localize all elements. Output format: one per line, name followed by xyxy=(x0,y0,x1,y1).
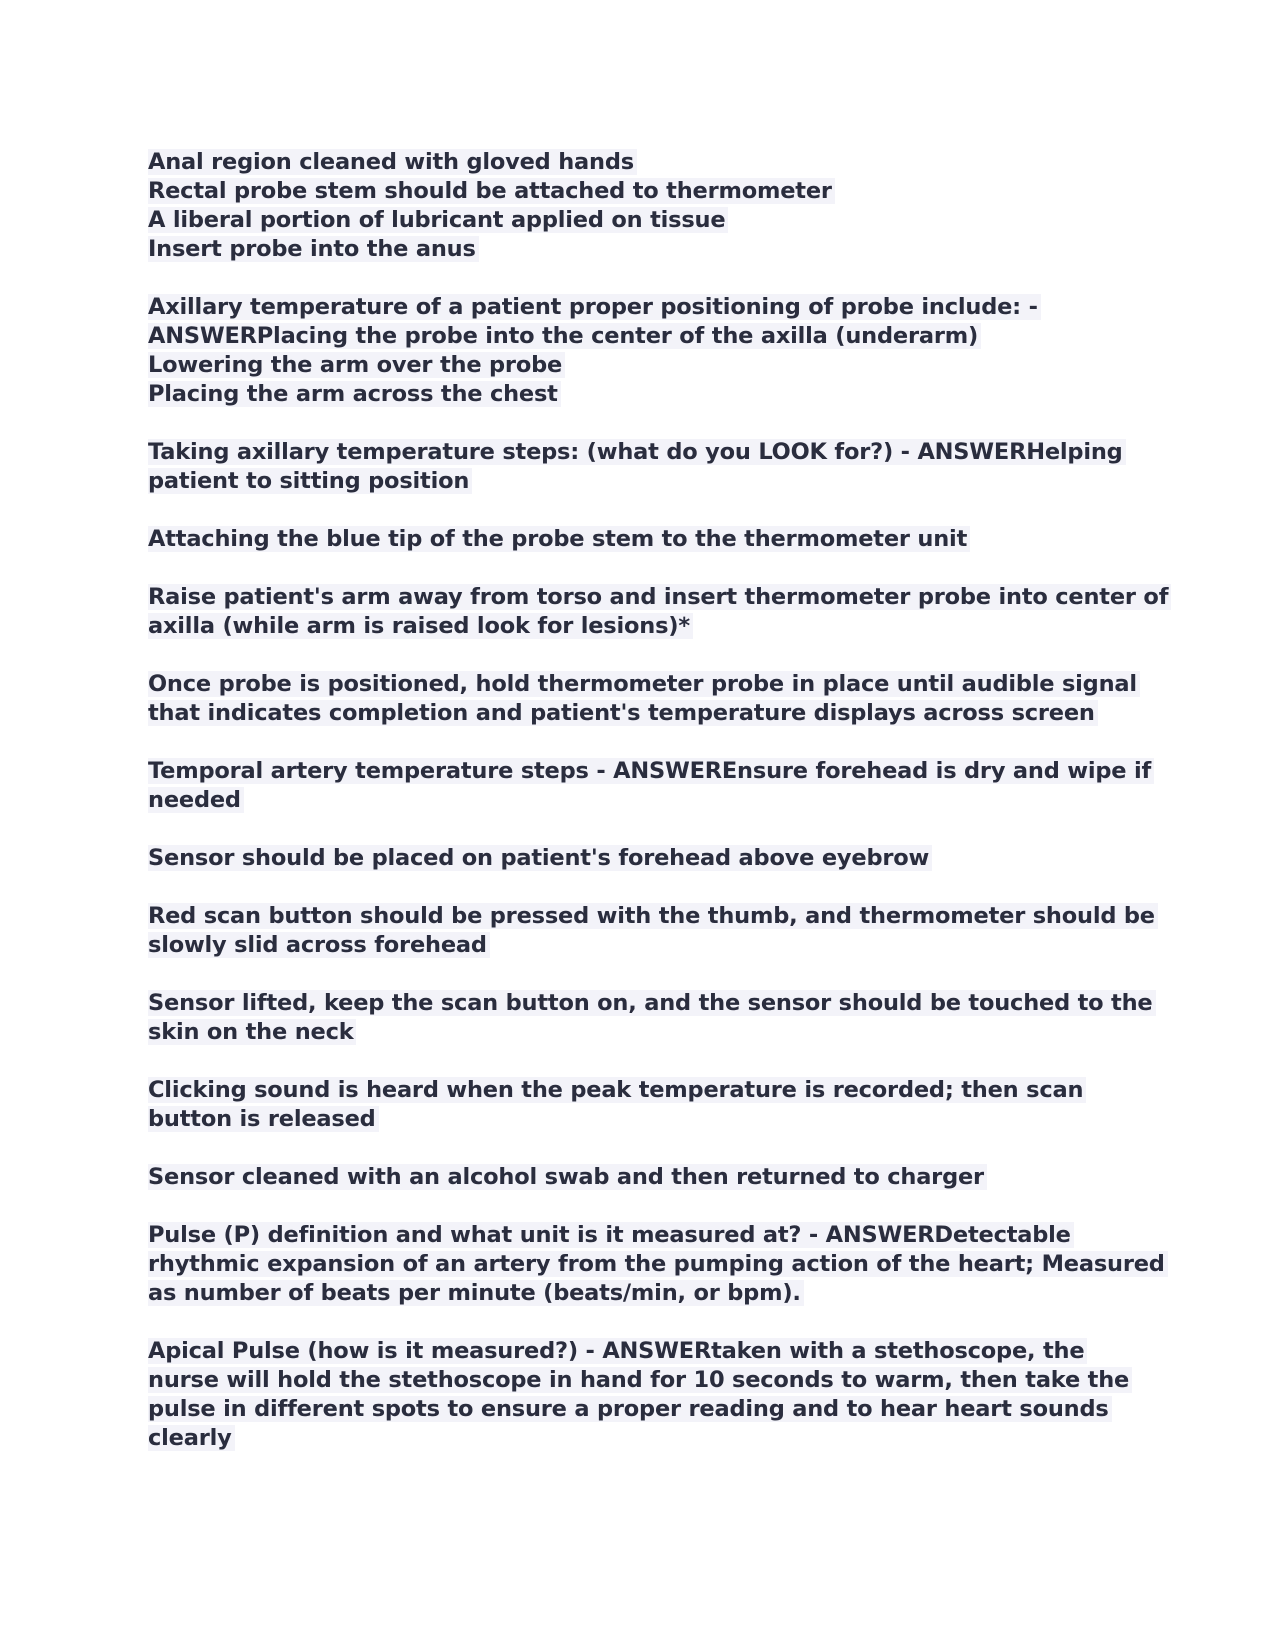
text-line: as number of beats per minute (beats/min, or bpm). xyxy=(148,1279,1138,1308)
text-line: ANSWERPlacing the probe into the center of the axilla (underarm) xyxy=(148,322,1138,351)
text-line: Sensor cleaned with an alcohol swab and then returned to charger xyxy=(148,1163,1138,1192)
text-line: Attaching the blue tip of the probe stem to the thermometer unit xyxy=(148,525,1138,554)
document-page xyxy=(148,148,1169,1482)
block-apical-pulse xyxy=(148,1337,1138,1453)
text-line: that indicates completion and patient's temperature displays across screen xyxy=(148,699,1138,728)
text-line: Insert probe into the anus xyxy=(148,235,1138,264)
text-line: Once probe is positioned, hold thermometer probe in place until audible signal xyxy=(148,670,1138,699)
block-temporal-steps xyxy=(148,757,1152,815)
text-line: Rectal probe stem should be attached to thermometer xyxy=(148,177,1138,206)
text-line: patient to sitting position xyxy=(148,467,1138,496)
text-line: Temporal artery temperature steps - ANSWEREnsure forehead is dry and wipe if xyxy=(148,757,1138,786)
text-line: Sensor lifted, keep the scan button on, and the sensor should be touched to the xyxy=(148,989,1138,1018)
block-attach-probe xyxy=(148,525,1138,554)
block-raise-arm xyxy=(148,583,1169,641)
block-clicking-sound xyxy=(148,1076,1138,1134)
text-line: needed xyxy=(148,786,1138,815)
text-line: nurse will hold the stethoscope in hand for 10 seconds to warm, then take the xyxy=(148,1366,1138,1395)
block-axillary-positioning xyxy=(148,293,1138,409)
text-line: Sensor should be placed on patient's forehead above eyebrow xyxy=(148,844,1138,873)
text-line: button is released xyxy=(148,1105,1138,1134)
block-pulse-definition xyxy=(148,1221,1165,1308)
text-line: skin on the neck xyxy=(148,1018,1138,1047)
text-line: pulse in different spots to ensure a proper reading and to hear heart sounds xyxy=(148,1395,1138,1424)
text-line: Clicking sound is heard when the peak temperature is recorded; then scan xyxy=(148,1076,1138,1105)
text-line: Pulse (P) definition and what unit is it measured at? - ANSWERDetectable xyxy=(148,1221,1138,1250)
text-line: A liberal portion of lubricant applied on tissue xyxy=(148,206,1138,235)
text-line: Red scan button should be pressed with the thumb, and thermometer should be xyxy=(148,902,1138,931)
text-line: rhythmic expansion of an artery from the pumping action of the heart; Measured xyxy=(148,1250,1138,1279)
text-line: Placing the arm across the chest xyxy=(148,380,1138,409)
text-line: Lowering the arm over the probe xyxy=(148,351,1138,380)
block-sensor-placement xyxy=(148,844,1138,873)
text-line: clearly xyxy=(148,1424,1138,1453)
text-line: slowly slid across forehead xyxy=(148,931,1138,960)
block-axillary-steps xyxy=(148,438,1138,496)
block-sensor-cleaned xyxy=(148,1163,1138,1192)
text-line: Taking axillary temperature steps: (what do you LOOK for?) - ANSWERHelping xyxy=(148,438,1138,467)
text-line: Anal region cleaned with gloved hands xyxy=(148,148,1138,177)
block-scan-button xyxy=(148,902,1155,960)
text-line: Apical Pulse (how is it measured?) - ANSWERtaken with a stethoscope, the xyxy=(148,1337,1138,1366)
text-line: Raise patient's arm away from torso and insert thermometer probe into center of xyxy=(148,583,1138,612)
text-line: Axillary temperature of a patient proper positioning of probe include: - xyxy=(148,293,1138,322)
block-rectal-steps xyxy=(148,148,1138,264)
block-sensor-lifted xyxy=(148,989,1153,1047)
block-hold-probe xyxy=(148,670,1138,728)
text-line: axilla (while arm is raised look for lesions)* xyxy=(148,612,1138,641)
